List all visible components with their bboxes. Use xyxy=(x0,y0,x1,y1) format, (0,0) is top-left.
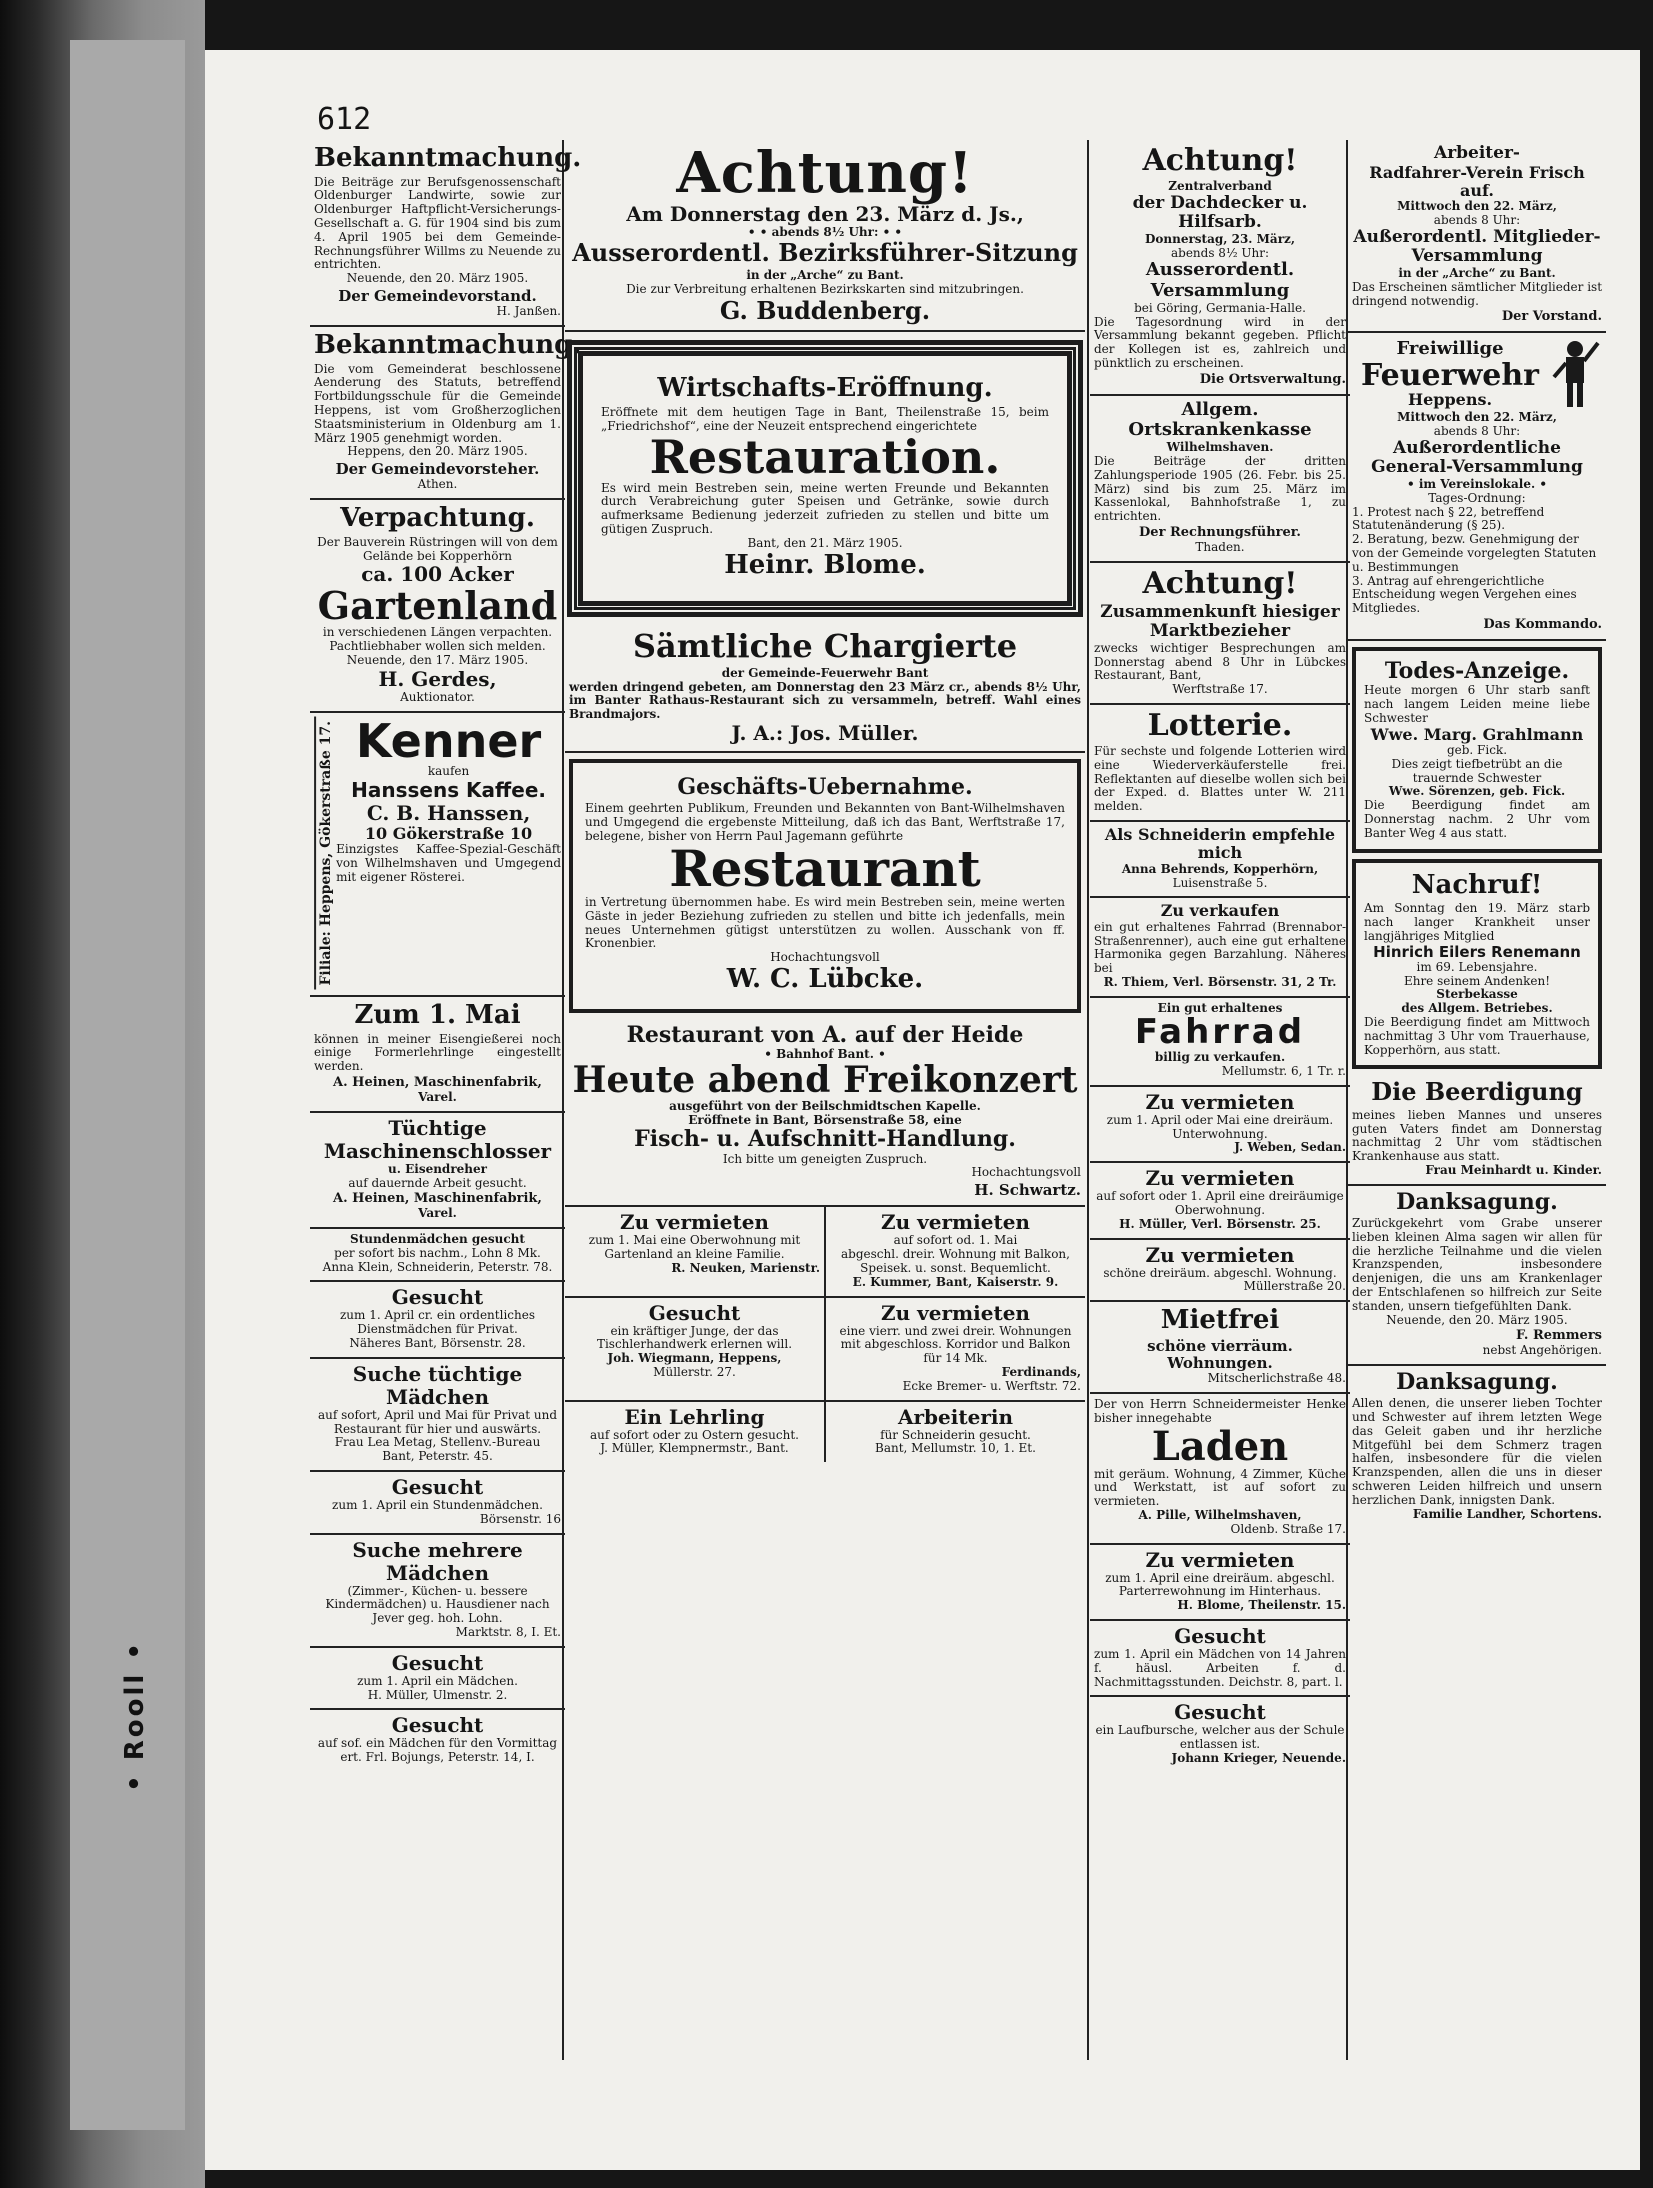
ad-signature: A. Heinen, Maschinenfabrik, xyxy=(333,1191,542,1207)
ad-headline: Heute abend Freikonzert xyxy=(572,1058,1078,1101)
ad-geschaefts-uebernahme xyxy=(569,759,1081,1013)
ad-greeting: Hochachtungsvoll xyxy=(971,1165,1081,1180)
ad-date: Mittwoch den 22. März, xyxy=(1397,199,1557,214)
ad-title: Stundenmädchen gesucht xyxy=(350,1232,525,1247)
column-1 xyxy=(310,140,582,1771)
ad-body: ein gut erhaltenes Fahrrad (Brennabor-Straßenrenner), auch eine gut erhaltene Harmonika gegen Barzahlung. Näheres bei xyxy=(1094,919,1346,976)
ad-saemtliche-chargierte xyxy=(565,625,1085,753)
ad-agenda-item: 2. Beratung, bezw. Genehmigung der von der Gemeinde vorgelegten Statuten u. Bestimmungen xyxy=(1352,532,1597,574)
ad-signature: H. Müller, Verl. Börsenstr. 25. xyxy=(1119,1216,1321,1231)
ad-subtitle: Heppens. xyxy=(1407,390,1493,410)
ad-signature: H. Müller, Ulmenstr. 2. xyxy=(367,1687,508,1702)
ad-title: Die Beerdigung xyxy=(1371,1077,1583,1107)
ad-gesucht-4 xyxy=(310,1710,565,1771)
ad-body-2: Es wird mein Bestreben sein, meine werten Freunde und Bekannten durch Verabreichung guter Speisen und Getränke, sowie durch aufmerksame Bedienung jederzeit zufrieden zu stellen und bitte um gütigen Zuspruch. xyxy=(601,480,1049,537)
ad-place: Varel. xyxy=(418,1089,457,1104)
ad-headline: Feuerwehr xyxy=(1361,357,1539,393)
ad-title: Zum 1. Mai xyxy=(354,1000,521,1031)
ad-subtitle: Zentralverband xyxy=(1168,179,1272,193)
ad-name: C. B. Hanssen, xyxy=(366,800,531,825)
ad-address: Müllerstr. 27. xyxy=(653,1365,736,1380)
ad-body: Die Beiträge der dritten Zahlungsperiode 1905 (26. Febr. bis 25. März) sind bis zum 25. März im Kassenlokal, Bahnhofstraße 1, zu entrichten. xyxy=(1094,453,1346,524)
ad-signature: A. Pille, Wilhelmshaven, xyxy=(1138,1508,1302,1523)
ad-lotterie xyxy=(1090,705,1350,822)
ad-zu-vermieten-5 xyxy=(1090,1163,1350,1239)
ad-signature: Der Vorstand. xyxy=(1501,309,1602,325)
ad-title: Zu vermieten xyxy=(1145,1547,1295,1572)
ad-body: abgeschl. dreir. Wohnung mit Balkon, Speisek. u. sonst. Bequemlicht. xyxy=(841,1247,1070,1276)
ad-zu-vermieten-3 xyxy=(826,1298,1085,1400)
ad-signature: Frau Lea Metag, Stellenv.-Bureau xyxy=(334,1435,541,1450)
ad-address: Müllerstraße 20. xyxy=(1243,1279,1346,1294)
ad-signature: J. Weben, Sedan. xyxy=(1234,1140,1346,1155)
ad-name: H. Janßen. xyxy=(496,304,561,319)
ad-signature: F. Remmers xyxy=(1516,1328,1602,1344)
ad-date: Neuende, den 20. März 1905. xyxy=(1386,1312,1568,1327)
ad-body: Die Beiträge zur Berufsgenossenschaft Oldenburger Landwirte, sowie zur Oldenburger Haftpflicht-Versicherungs-Gesellschaft a. G. für 1904 sind bis zum 4. April 1905 bei dem Gemeinde-Rechnungsführer Willms zu Neuende zu entrichten. xyxy=(314,174,561,272)
ad-body: Eröffnete mit dem heutigen Tage in Bant, Theilenstraße 15, beim „Friedrichshof“, eine der Neuzeit entsprechend eingerichtete xyxy=(601,404,1049,433)
ad-org-2: des Allgem. Betriebes. xyxy=(1401,1001,1553,1016)
ad-kenner-kaffee xyxy=(310,713,565,998)
ad-address: Bant, Peterstr. 45. xyxy=(382,1449,493,1464)
ad-body: Für sechste und folgende Lotterien wird eine Wiederverkäuferstelle frei. Reflektanten auf dieselbe wollen sich bei der Exped. d. Blattes unter W. 211 melden. xyxy=(1094,743,1346,814)
ad-body: Die vom Gemeinderat beschlossene Aenderung des Statuts, betreffend Fortbildungsschule für die Gemeinde Heppens, ist vom Großherzoglichen Staatsministerium in Oldenburg am 1. März 1905 genehmigt worden. xyxy=(314,361,561,445)
ad-signature: A. Heinen, Maschinenfabrik, xyxy=(333,1075,542,1090)
ad-agenda-item: 3. Antrag auf ehrengerichtliche Entscheidung wegen Vergehen eines Mitgliedes. xyxy=(1352,573,1577,616)
ad-body: ein kräftiger Junge, der das Tischlerhandwerk erlernen will. xyxy=(596,1323,793,1352)
ad-date: Mittwoch den 22. März, xyxy=(1397,410,1557,425)
ad-body: Zurückgekehrt vom Grabe unserer lieben kleinen Alma sagen wir allen für die herzliche Teilnahme und die vielen Kranzspenden, insbesondere denjenigen, die uns am Krankenlager der Entschlafenen so hilfreich zur Seite standen, unsern tiefgefühlten Dank. xyxy=(1352,1215,1602,1313)
ad-body-2: im 69. Lebensjahre. xyxy=(1416,959,1538,974)
ad-title: Zu vermieten xyxy=(620,1210,769,1235)
ad-signature: Wwe. Sörenzen, geb. Fick. xyxy=(1388,784,1566,799)
ad-date: Heppens, den 20. März 1905. xyxy=(347,444,528,459)
ad-title: Zu vermieten xyxy=(881,1210,1030,1235)
ad-date: Neuende, den 17. März 1905. xyxy=(346,652,529,667)
ad-body: auf sofort oder zu Ostern gesucht. xyxy=(590,1427,799,1442)
ad-title: Danksagung. xyxy=(1396,1369,1558,1396)
ad-body: Eröffnete in Bant, Börsenstraße 58, eine xyxy=(688,1112,962,1127)
column-2 xyxy=(565,140,1085,1462)
ad-body: per sofort bis nachm., Lohn 8 Mk. xyxy=(334,1245,541,1260)
ad-title: Gesucht xyxy=(648,1300,741,1325)
ad-body: Allen denen, die unserer lieben Tochter und Schwester auf ihrem letzten Wege das Geleit gaben und ihr herzliche Mitgefühl bei dem Schmerz tragen halfen, insbesondere für die vielen Kranzspenden, allen die uns in dieser schweren Leiden hilfreich und unsern herzlichen Dank, innigsten Dank. xyxy=(1352,1396,1602,1507)
ad-subtitle: Wilhelmshaven. xyxy=(1166,440,1274,455)
ad-headline: Achtung! xyxy=(676,140,974,206)
ad-zu-vermieten-4 xyxy=(1090,1087,1350,1163)
ad-title: Zu verkaufen xyxy=(1160,901,1280,921)
ad-signature: Ferdinands, xyxy=(1001,1365,1081,1380)
ad-headline: Restauration. xyxy=(649,430,1001,485)
ad-signature-2: nebst Angehörigen. xyxy=(1482,1343,1602,1358)
ad-signature: Der Rechnungsführer. xyxy=(1139,524,1301,540)
ad-address: Näheres Bant, Börsenstr. 28. xyxy=(349,1336,526,1351)
ad-zum-1-mai xyxy=(310,997,565,1113)
ad-title: Zu vermieten xyxy=(1145,1242,1295,1267)
ad-title: Suche mehrere Mädchen xyxy=(352,1537,523,1585)
ad-signature: Der Gemeindevorsteher. xyxy=(335,460,540,479)
ad-body: Das Erscheinen sämtlicher Mitglieder ist dringend notwendig. xyxy=(1352,279,1603,308)
ad-time: abends 8½ Uhr: xyxy=(1170,245,1270,260)
ad-signature: Das Kommando. xyxy=(1483,617,1602,632)
ad-body: werden dringend gebeten, am Donnerstag den 23 März cr., abends 8½ Uhr, im Banter Rathaus-Restaurant sich zu versammeln, betreff. Wahl eines Brandmajors. xyxy=(569,679,1081,722)
ad-stundenmaedchen xyxy=(310,1229,565,1282)
column-rule xyxy=(1087,140,1089,2060)
ad-deceased-name: Hinrich Eilers Renemann xyxy=(1373,942,1581,961)
ad-title: Suche tüchtige Mädchen xyxy=(352,1361,523,1409)
ad-body: Der von Herrn Schneidermeister Henke bisher innegehabte xyxy=(1094,1397,1346,1425)
ad-greeting: Hochachtungsvoll xyxy=(770,950,880,965)
ad-gesucht-1 xyxy=(310,1282,565,1358)
ad-title: Arbeiter- xyxy=(1434,143,1520,163)
ad-address: Mitscherlichstraße 48. xyxy=(1207,1371,1346,1386)
ad-title-2: Außerordentliche General-Versammlung xyxy=(1371,437,1583,478)
ad-body: Einem geehrten Publikum, Freunden und Bekannten von Bant-Wilhelmshaven und Umgegend die ergebenste Mitteilung, daß ich das Bant, Werftstraße 17, belegene, bisher von Herrn Paul Jagemann geführte xyxy=(585,801,1065,843)
ad-title: Gesucht xyxy=(391,1713,484,1738)
ad-body: zum 1. April eine dreiräum. abgeschl. Parterrewohnung im Hinterhaus. xyxy=(1105,1570,1335,1599)
ad-title: Restaurant von A. auf der Heide xyxy=(626,1021,1024,1048)
ad-zu-vermieten-6 xyxy=(1090,1240,1350,1303)
ad-amount: ca. 100 Acker xyxy=(361,562,514,587)
ad-signature: Frau Meinhardt u. Kinder. xyxy=(1425,1162,1602,1177)
ad-place: Varel. xyxy=(418,1206,457,1221)
ad-body: zwecks wichtiger Besprechungen am Donnerstag abend 8 Uhr in Lübckes Restaurant, Bant, xyxy=(1094,640,1346,683)
ad-role: Auktionator. xyxy=(400,689,475,704)
ad-title: Gesucht xyxy=(391,1650,484,1675)
ad-kaufen: kaufen xyxy=(427,763,470,778)
ad-body-3: Die Beerdigung findet am Mittwoch nachmittag 3 Uhr vom Trauerhause, Kopperhörn, aus statt. xyxy=(1364,1015,1590,1057)
ad-date: Neuende, den 20. März 1905. xyxy=(346,271,529,286)
ad-line-4: Die zur Verbreitung erhaltenen Bezirkskarten sind mitzubringen. xyxy=(626,281,1024,296)
ad-title: Lotterie. xyxy=(1147,707,1293,743)
ad-achtung-dachdecker xyxy=(1090,140,1350,396)
ad-arbeiterin xyxy=(826,1402,1085,1463)
ad-laden xyxy=(1090,1394,1350,1545)
page-number: 612 xyxy=(317,102,372,137)
ad-bekanntmachung-1 xyxy=(310,140,582,327)
ad-freiwillige-feuerwehr xyxy=(1348,333,1606,641)
ad-signature: G. Buddenberg. xyxy=(719,295,931,325)
small-ads-row-2 xyxy=(565,1298,1085,1402)
ad-body: auf sofort, April und Mai für Privat und Restaurant für hier und auswärts. xyxy=(317,1407,558,1436)
ad-born: geb. Fick. xyxy=(1446,743,1508,758)
ad-honor: Ehre seinem Andenken! xyxy=(1403,973,1551,988)
ad-date: Bant, den 21. März 1905. xyxy=(747,535,903,550)
ad-title: Tüchtige Maschinenschlosser xyxy=(323,1115,552,1163)
ad-org: Sterbekasse xyxy=(1436,987,1518,1002)
ad-danksagung-2 xyxy=(1348,1366,1606,1527)
ad-address: Luisenstraße 5. xyxy=(1172,875,1268,890)
ad-address: Marktstr. 8, I. Et. xyxy=(455,1625,561,1640)
ad-title: Verpachtung. xyxy=(340,503,535,534)
ad-title: Zu vermieten xyxy=(1145,1166,1295,1191)
ad-achtung-bezirksfuehrer xyxy=(565,140,1085,332)
ad-schneiderin xyxy=(1090,822,1350,898)
ad-deceased-name: Wwe. Marg. Grahlmann xyxy=(1370,724,1584,744)
ad-place: bei Göring, Germania-Halle. xyxy=(1134,300,1306,315)
ad-body-2: mit geräum. Wohnung, 4 Zimmer, Küche und Werkstatt, ist auf sofort zu vermieten. xyxy=(1094,1466,1346,1509)
ad-gesucht-6 xyxy=(1090,1697,1350,1771)
ad-signature: Der Gemeindevorstand. xyxy=(338,286,537,305)
ad-subtitle: der Gemeinde-Feuerwehr Bant xyxy=(721,665,929,680)
ad-line-3: in der „Arche“ zu Bant. xyxy=(746,267,904,282)
ad-title: Ein gut erhaltenes xyxy=(1157,1000,1283,1015)
ad-title: Gesucht xyxy=(1174,1624,1266,1648)
ad-line: der Dachdecker u. Hilfsarb. xyxy=(1132,192,1308,233)
ad-body: zum 1. April ein Mädchen. xyxy=(357,1673,518,1688)
ad-title: Allgem. Ortskrankenkasse xyxy=(1128,398,1312,441)
ad-body: Die Tagesordnung wird in der Versammlung bekannt gegeben. Pflicht der Kollegen ist es, zahlreich und pünktlich zu erscheinen. xyxy=(1094,314,1346,371)
ad-signature: W. C. Lübcke. xyxy=(726,963,924,994)
ad-time: abends 8 Uhr: xyxy=(1433,213,1521,228)
ad-bekanntmachung-2 xyxy=(310,327,582,500)
ad-time: abends 8 Uhr: xyxy=(1433,424,1521,439)
ad-body: meines lieben Mannes und unseres guten Vaters findet am Donnerstag nachmittag 2 Uhr vom städtischen Krankenhause aus statt. xyxy=(1352,1107,1602,1164)
ad-side-note: auf sofort od. 1. Mai xyxy=(893,1233,1018,1248)
ad-body: schöne dreiräum. abgeschl. Wohnung. xyxy=(1103,1265,1337,1280)
ad-body: auf dauernde Arbeit gesucht. xyxy=(348,1175,527,1190)
ad-signature: Anna Klein, Schneiderin, Peterstr. 78. xyxy=(322,1259,553,1274)
ad-ein-lehrling xyxy=(565,1402,826,1463)
ad-title: Bekanntmachung. xyxy=(314,330,582,361)
ad-body: zum 1. April ein Mädchen von 14 Jahren f. häusl. Arbeiten f. d. Nachmittagsstunden. Deichstr. 8, part. l. xyxy=(1094,1647,1346,1689)
ad-line-2: • • abends 8½ Uhr: • • xyxy=(747,224,903,239)
ad-zu-vermieten-2 xyxy=(826,1207,1085,1295)
ad-address: 10 Gökerstraße 10 xyxy=(364,823,533,843)
ad-date: Donnerstag, 23. März, xyxy=(1144,231,1296,246)
ad-address: Bant, Mellumstr. 10, 1. Et. xyxy=(875,1441,1036,1456)
ad-gesucht-junge xyxy=(565,1298,826,1400)
ad-body-2: in verschiedenen Längen verpachten. Pachtliebhaber wollen sich melden. xyxy=(322,625,553,654)
ad-ortskrankenkasse xyxy=(1090,396,1350,563)
ad-zu-verkaufen xyxy=(1090,898,1350,997)
ad-subtitle: schöne vierräum. Wohnungen. xyxy=(1147,1336,1293,1372)
fireman-icon xyxy=(1548,337,1602,411)
ad-nachruf xyxy=(1352,859,1602,1070)
ad-suche-maedchen xyxy=(310,1359,565,1472)
ad-signature: J. A.: Jos. Müller. xyxy=(731,720,919,745)
ad-agenda-item: 1. Protest nach § 22, betreffend Statutenänderung (§ 25). xyxy=(1352,504,1545,533)
ad-verpachtung xyxy=(310,500,565,712)
ad-gesucht-5 xyxy=(1090,1621,1350,1697)
ad-address: Börsenstr. 16 xyxy=(479,1511,561,1526)
ad-title: Zu vermieten xyxy=(881,1300,1030,1325)
ad-title-2: Radfahrer-Verein Frisch auf. xyxy=(1369,162,1585,200)
ad-subtitle: u. Eisendreher xyxy=(388,1161,487,1176)
ad-body: auf sofort oder 1. April eine dreiräumige Oberwohnung. xyxy=(1096,1189,1344,1217)
ad-title: Ein Lehrling xyxy=(624,1404,765,1429)
ad-body-2: Ich bitte um geneigten Zuspruch. xyxy=(722,1151,928,1166)
ad-agenda-heading: Tages-Ordnung: xyxy=(1428,490,1526,505)
ad-address: Oldenb. Straße 17. xyxy=(1230,1521,1346,1536)
ad-title: Mietfrei xyxy=(1160,1305,1280,1336)
ad-address: Ecke Bremer- u. Werftstr. 72. xyxy=(902,1378,1081,1393)
ad-body: (Zimmer-, Küchen- u. bessere Kindermädchen) u. Hausdiener nach Jever geg. hoh. Lohn. xyxy=(325,1583,550,1626)
ad-title: Gesucht xyxy=(1174,1700,1266,1725)
ad-subtitle: • Bahnhof Bant. • xyxy=(764,1047,886,1062)
ad-body-2: in Vertretung übernommen habe. Es wird mein Bestreben sein, meine werten Gäste in jeder Beziehung zufrieden zu stellen und bitte ich jedenfalls, mein neues Unternehmen gütigst unterstützen zu wollen. Ausschank von ff. Kronenbier. xyxy=(585,894,1065,951)
ad-headline: Kenner xyxy=(355,713,542,768)
ad-signature: Heinr. Blome. xyxy=(724,549,926,580)
ad-signature: H. Schwartz. xyxy=(974,1181,1081,1200)
ad-gesucht-2 xyxy=(310,1472,565,1535)
ad-signature: H. Blome, Theilenstr. 15. xyxy=(1177,1598,1346,1613)
ad-title: Sämtliche Chargierte xyxy=(632,626,1018,665)
small-ads-row-1 xyxy=(565,1207,1085,1297)
ad-title: Zu vermieten xyxy=(1145,1089,1295,1114)
ad-signature: H. Gerdes, xyxy=(378,666,497,691)
ad-restaurant-auf-der-heide xyxy=(565,1019,1085,1208)
ad-signature: Familie Landher, Schortens. xyxy=(1412,1506,1602,1521)
ad-signature: Anna Behrends, Kopperhörn, xyxy=(1121,861,1319,876)
ad-fahrrad xyxy=(1090,998,1350,1087)
ad-headline: Fahrrad xyxy=(1134,1012,1306,1053)
ad-body: auf sof. ein Mädchen für den Vormittag ert. Frl. Bojungs, Peterstr. 14, I. xyxy=(317,1736,558,1765)
ad-gesucht-3 xyxy=(310,1648,565,1711)
ad-signature: J. Müller, Klempnermstr., Bant. xyxy=(600,1441,789,1456)
ad-headline: Achtung! xyxy=(1142,565,1298,601)
ad-todes-anzeige xyxy=(1352,647,1602,853)
ad-body: zum 1. April cr. ein ordentliches Dienstmädchen für Privat. xyxy=(339,1308,535,1337)
ad-zu-vermieten-7 xyxy=(1090,1545,1350,1621)
ad-title: Ausserordentl. Versammlung xyxy=(1145,259,1295,302)
ad-title: Ausserordentl. Bezirksführer-Sitzung xyxy=(572,237,1078,267)
ad-subtitle: Zusammenkunft hiesiger Marktbezieher xyxy=(1100,601,1340,642)
ad-line-1: Am Donnerstag den 23. März d. Js., xyxy=(626,201,1024,226)
ad-title: Gesucht xyxy=(391,1285,484,1310)
ad-name: Thaden. xyxy=(1195,539,1245,554)
ad-wirtschafts-eroeffnung xyxy=(567,340,1083,616)
ad-body: zum 1. April ein Stundenmädchen. xyxy=(332,1498,543,1513)
ad-body: Einzigstes Kaffee-Spezial-Geschäft von Wilhelmshaven und Umgegend mit eigener Rösterei. xyxy=(336,841,561,884)
ad-headline: Laden xyxy=(1151,1422,1289,1470)
ad-title: Nachruf! xyxy=(1411,869,1543,900)
ad-signature: E. Kummer, Bant, Kaiserstr. 9. xyxy=(852,1274,1059,1289)
small-ads-row-3 xyxy=(565,1402,1085,1463)
ad-body: ein Laufbursche, welcher aus der Schule entlassen ist. xyxy=(1095,1723,1345,1752)
ad-signature: R. Neuken, Marienstr. xyxy=(671,1261,820,1276)
ad-body-3: Die Beerdigung findet am Donnerstag nachm. 2 Uhr vom Banter Weg 4 aus statt. xyxy=(1364,798,1590,840)
ad-body-2: Dies zeigt tiefbetrübt an die trauernde Schwester xyxy=(1391,756,1563,785)
ad-body: für Schneiderin gesucht. xyxy=(880,1427,1031,1442)
ad-body: zum 1. April oder Mai eine dreiräum. Unterwohnung. xyxy=(1106,1112,1334,1141)
ad-signature: Die Ortsverwaltung. xyxy=(1199,371,1346,387)
ad-signature: R. Thiem, Verl. Börsenstr. 31, 2 Tr. xyxy=(1103,974,1337,989)
ad-signature: Joh. Wiegmann, Heppens, xyxy=(607,1351,782,1366)
ad-name: Athen. xyxy=(417,477,458,492)
ad-title-2: Fisch- u. Aufschnitt-Handlung. xyxy=(634,1126,1016,1153)
ad-body: Am Sonntag den 19. März starb nach langer Krankheit unser langjähriges Mitglied xyxy=(1364,901,1590,943)
ad-body: können in meiner Eisengießerei noch einige Formerlehrlinge eingestellt werden. xyxy=(314,1031,561,1074)
ad-place: in der „Arche“ zu Bant. xyxy=(1398,266,1556,281)
ad-title: Wirtschafts-Eröffnung. xyxy=(657,373,993,404)
ad-title: Gesucht xyxy=(391,1475,484,1500)
ad-body: Heute morgen 6 Uhr starb sanft nach langem Leiden meine liebe Schwester xyxy=(1364,683,1590,725)
ad-subtitle: billig zu verkaufen. xyxy=(1154,1050,1286,1065)
ad-vertical-text: Filiale: Heppens, Gökerstraße 17. xyxy=(314,717,336,990)
ad-title: Geschäfts-Uebernahme. xyxy=(677,773,973,800)
ad-body: eine vierr. und zwei dreir. Wohnungen mit abgeschloss. Korridor und Balkon für 14 Mk. xyxy=(839,1323,1072,1366)
ad-address: Mellumstr. 6, 1 Tr. r. xyxy=(1221,1063,1346,1078)
ad-title: Todes-Anzeige. xyxy=(1384,657,1570,684)
ad-title: Bekanntmachung. xyxy=(314,143,582,173)
ad-mietfrei xyxy=(1090,1302,1350,1394)
ad-danksagung-1 xyxy=(1348,1186,1606,1366)
ad-headline: Achtung! xyxy=(1142,143,1298,178)
ad-suche-mehrere-maedchen xyxy=(310,1535,565,1648)
ad-place: • im Vereinslokale. • xyxy=(1407,477,1547,492)
ad-address: Werftstraße 17. xyxy=(1172,682,1268,697)
ad-beerdigung xyxy=(1348,1075,1606,1185)
previous-page-edge xyxy=(70,40,185,2130)
ad-zu-vermieten-1 xyxy=(565,1207,826,1295)
ad-product: Hanssens Kaffee. xyxy=(351,777,546,802)
ad-title: Arbeiterin xyxy=(898,1404,1013,1429)
ad-title: Als Schneiderin empfehle mich xyxy=(1104,824,1336,863)
ad-title-3: Außerordentl. Mitglieder-Versammlung xyxy=(1353,226,1601,267)
ad-headline: Gartenland xyxy=(317,583,558,629)
ad-title: Freiwillige xyxy=(1396,338,1504,360)
ad-title: Danksagung. xyxy=(1396,1188,1558,1215)
ad-body: zum 1. Mai eine Oberwohnung mit Gartenland an kleine Familie. xyxy=(588,1233,801,1262)
ad-maschinenschlosser xyxy=(310,1113,565,1229)
column-3 xyxy=(1090,140,1350,1772)
ad-signature: Johann Krieger, Neuende. xyxy=(1171,1750,1346,1765)
column-4 xyxy=(1348,140,1606,1527)
spine-label: • Rooll • xyxy=(120,1640,150,1792)
ad-headline: Restaurant xyxy=(669,839,981,899)
ad-radfahrer-verein xyxy=(1348,140,1606,333)
ad-line: ausgeführt von der Beilschmidtschen Kapelle. xyxy=(669,1098,981,1113)
ad-achtung-marktbezieher xyxy=(1090,563,1350,705)
ad-body: Der Bauverein Rüstringen will von dem Gelände bei Kopperhörn xyxy=(317,534,558,563)
